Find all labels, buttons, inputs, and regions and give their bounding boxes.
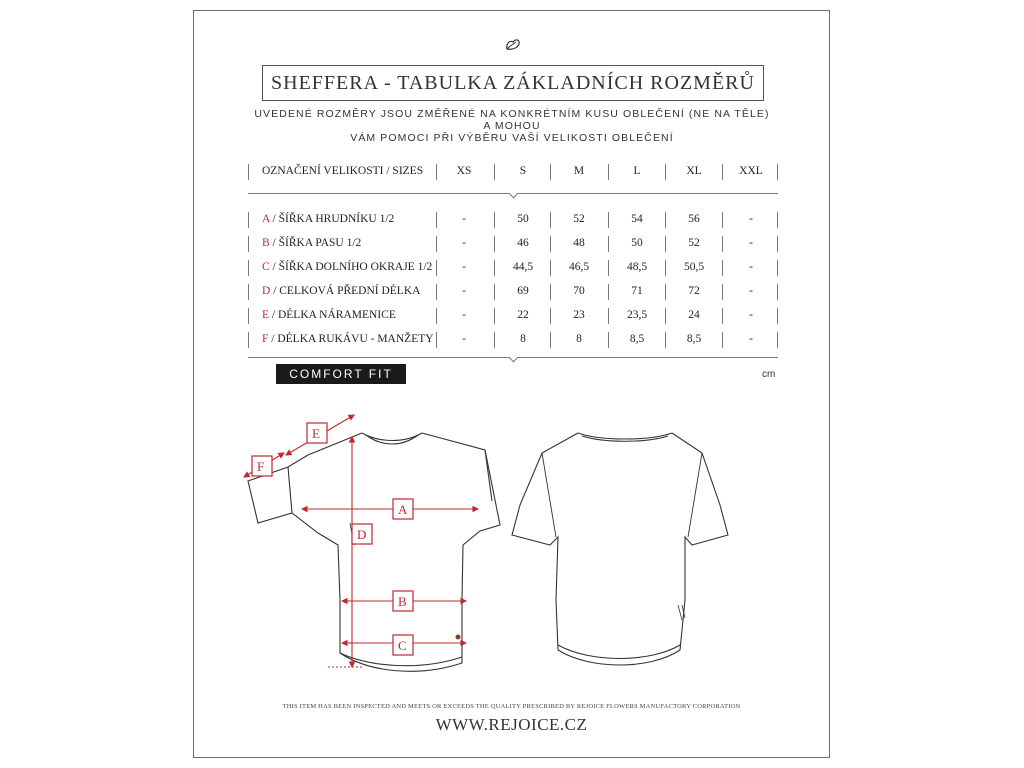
column-divider (494, 332, 495, 348)
column-divider (248, 212, 249, 228)
label-E (307, 423, 327, 443)
column-divider (722, 212, 723, 228)
column-divider (608, 332, 609, 348)
column-divider (608, 236, 609, 252)
table-cell: 72 (688, 285, 700, 297)
column-divider (436, 284, 437, 300)
fit-badge: COMFORT FIT (276, 364, 406, 384)
table-row (248, 330, 778, 350)
column-divider (777, 260, 778, 276)
table-cell: - (749, 237, 753, 249)
table-cell: - (462, 261, 466, 273)
size-col-m: M (573, 165, 585, 177)
website-link[interactable]: WWW.REJOICE.CZ (435, 715, 588, 734)
svg-text:C: C (398, 638, 407, 653)
table-cell: 48,5 (626, 261, 648, 273)
row-letter: F (262, 333, 269, 345)
table-cell: - (749, 309, 753, 321)
table-row (248, 210, 778, 230)
table-cell: 70 (573, 285, 585, 297)
table-cell: 22 (517, 309, 529, 321)
label-B (393, 591, 413, 611)
column-divider (608, 308, 609, 324)
table-cell: - (749, 333, 753, 345)
button-dot (456, 635, 461, 640)
row-label (262, 213, 394, 225)
header-divider (248, 193, 778, 194)
table-cell: 52 (688, 237, 700, 249)
column-divider (665, 332, 666, 348)
table-cell: 71 (631, 285, 643, 297)
table-cell: 44,5 (512, 261, 534, 273)
row-letter: B (262, 237, 270, 249)
column-divider (494, 308, 495, 324)
column-divider (722, 308, 723, 324)
row-letter: E (262, 309, 270, 321)
subtitle-line-1: UVEDENÉ ROZMĚRY JSOU ZMĚŘENÉ NA KONKRÉTNÍM KUSU OBLEČENÍ (NE NA TĚLE) A MOHOU (254, 108, 770, 132)
column-divider (436, 332, 437, 348)
column-divider (550, 308, 551, 324)
table-cell: 8 (576, 333, 582, 345)
column-divider (550, 284, 551, 300)
column-divider (436, 236, 437, 252)
column-divider (248, 332, 249, 348)
size-col-xl: XL (686, 165, 702, 177)
table-cell: 52 (573, 213, 585, 225)
table-cell: - (462, 285, 466, 297)
row-label (262, 333, 434, 345)
row-label (262, 285, 420, 297)
column-divider (722, 260, 723, 276)
table-cell: 8,5 (686, 333, 702, 345)
subtitle-line-2: VÁM POMOCI PŘI VÝBĚRU VAŠÍ VELIKOSTI OBLEČENÍ (350, 132, 674, 144)
size-col-l: L (633, 165, 641, 177)
table-row (248, 282, 778, 302)
table-cell: - (749, 213, 753, 225)
size-col-xxl: XXL (739, 165, 763, 177)
column-divider (608, 284, 609, 300)
column-divider (722, 284, 723, 300)
column-divider (665, 212, 666, 228)
column-divider (777, 212, 778, 228)
table-cell: 69 (517, 285, 529, 297)
table-cell: 23,5 (626, 309, 648, 321)
row-label-text: / ŠÍŘKA PASU 1/2 (269, 237, 362, 249)
table-cell: 54 (631, 213, 643, 225)
column-divider (494, 260, 495, 276)
front-view-shirt (248, 433, 500, 671)
column-divider (777, 284, 778, 300)
table-cell: - (462, 213, 466, 225)
label-C (393, 635, 413, 655)
table-row (248, 258, 778, 278)
svg-text:F: F (257, 459, 265, 474)
table-cell: - (749, 261, 753, 273)
table-cell: 8,5 (629, 333, 645, 345)
leaf-logo-icon (504, 36, 522, 52)
back-view-shirt (512, 433, 728, 665)
table-cell: - (462, 309, 466, 321)
column-divider (550, 332, 551, 348)
row-label (262, 261, 432, 273)
column-divider (665, 308, 666, 324)
column-divider (608, 212, 609, 228)
table-cell: 56 (688, 213, 700, 225)
table-row (248, 234, 778, 254)
column-divider (248, 308, 249, 324)
column-divider (436, 260, 437, 276)
column-divider (248, 236, 249, 252)
column-divider (436, 308, 437, 324)
table-cell: 24 (688, 309, 700, 321)
label-D (352, 524, 372, 544)
column-divider (494, 236, 495, 252)
table-cell: 48 (573, 237, 585, 249)
table-cell: 46,5 (568, 261, 590, 273)
table-cell: 50,5 (683, 261, 705, 273)
column-divider (777, 308, 778, 324)
svg-text:E: E (312, 426, 320, 441)
row-letter: D (262, 285, 271, 297)
column-divider (665, 260, 666, 276)
svg-text:D: D (357, 527, 367, 542)
row-letter: C (262, 261, 270, 273)
table-cell: 50 (517, 213, 529, 225)
row-label-text: / ŠÍŘKA DOLNÍHO OKRAJE 1/2 (269, 261, 433, 273)
quality-note: THIS ITEM HAS BEEN INSPECTED AND MEETS OR EXCEEDS THE QUALITY PRESCRIBED BY REJOICE FLOWERS MANUFACTORY CORPORATION (282, 703, 741, 710)
svg-text:B: B (398, 594, 407, 609)
table-cell: - (462, 237, 466, 249)
row-label-text: / DÉLKA NÁRAMENICE (269, 309, 396, 321)
table-cell: - (462, 333, 466, 345)
column-divider (550, 236, 551, 252)
column-divider (665, 236, 666, 252)
column-divider (608, 260, 609, 276)
size-col-s: S (519, 165, 527, 177)
column-divider (777, 236, 778, 252)
size-header-row (248, 162, 778, 182)
row-label (262, 309, 396, 321)
label-A (393, 499, 413, 519)
column-divider (665, 284, 666, 300)
table-cell: - (749, 285, 753, 297)
row-label-text: / ŠÍŘKA HRUDNÍKU 1/2 (269, 213, 395, 225)
column-divider (550, 260, 551, 276)
table-cell: 50 (631, 237, 643, 249)
row-letter: A (262, 213, 270, 225)
row-label-text: / CELKOVÁ PŘEDNÍ DÉLKA (270, 285, 421, 297)
table-row (248, 306, 778, 326)
column-divider (248, 260, 249, 276)
table-cell: 8 (520, 333, 526, 345)
column-divider (722, 236, 723, 252)
garment-diagram (230, 405, 750, 690)
table-cell: 23 (573, 309, 585, 321)
subtitle (250, 108, 774, 144)
size-col-xs: XS (456, 165, 472, 177)
column-divider (248, 284, 249, 300)
page-title: SHEFFERA - TABULKA ZÁKLADNÍCH ROZMĚRŮ (262, 65, 764, 101)
unit-label: cm (762, 369, 776, 380)
size-header-label: OZNAČENÍ VELIKOSTI / SIZES (262, 165, 424, 177)
table-cell: 46 (517, 237, 529, 249)
svg-text:A: A (398, 502, 408, 517)
column-divider (722, 332, 723, 348)
column-divider (550, 212, 551, 228)
column-divider (436, 212, 437, 228)
column-divider (494, 212, 495, 228)
column-divider (777, 332, 778, 348)
column-divider (494, 284, 495, 300)
row-label-text: / DÉLKA RUKÁVU - MANŽETY (268, 333, 434, 345)
label-F (252, 456, 272, 476)
table-bottom-divider (248, 357, 778, 358)
row-label (262, 237, 361, 249)
